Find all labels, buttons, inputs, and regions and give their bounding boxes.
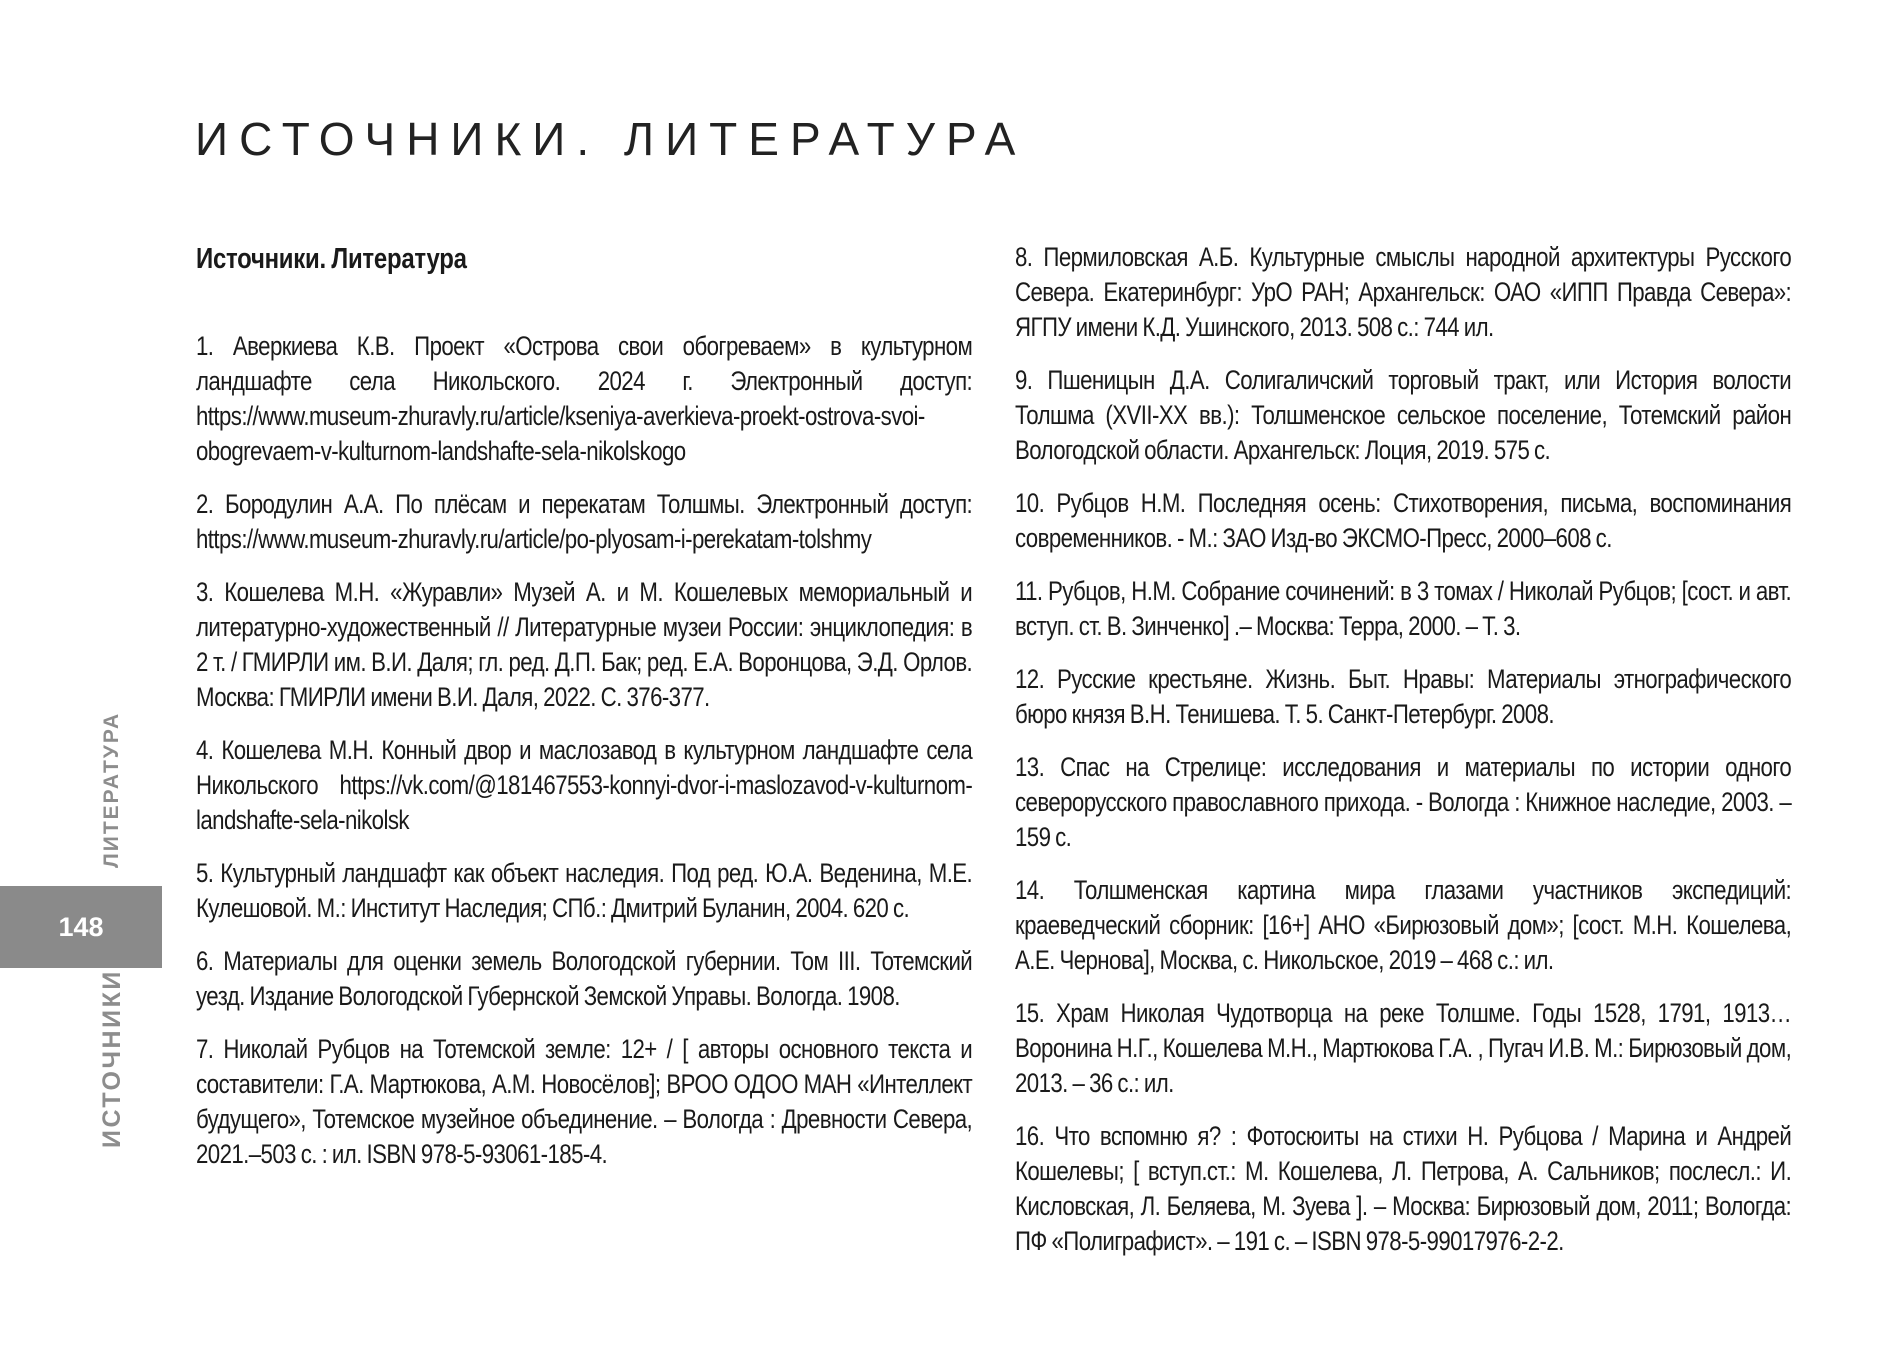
bibliography-entry: 10. Рубцов Н.М. Последняя осень: Стихотворения, письма, воспоминания современников. - М.: ЗАО Изд-во ЭКСМО-Пресс, 2000–608 с. xyxy=(1015,488,1792,553)
bibliography-entry: 4. Кошелева М.Н. Конный двор и маслозавод в культурном ландшафте села Никольского https://vk.com/@181467553-konnyi-dvor-i-maslozavod-v-kulturnom-landshafte-sela-nikolsk xyxy=(196,735,973,835)
bibliography-entry: 7. Николай Рубцов на Тотемской земле: 12+ / [ авторы основного текста и составители: Г.А. Мартюкова, А.М. Новосёлов]; ВРОО ОДОО МАН «Интеллект будущего», Тотемское музейное объединение. – Вологда : Древности Севера, 2021.–503 с. : ил. ISBN 978-5-93061-185-4. xyxy=(196,1034,973,1169)
bibliography-entry: 12. Русские крестьяне. Жизнь. Быт. Нравы: Материалы этнографического бюро князя В.Н. Тенишева. Т. 5. Санкт-Петербург. 2008. xyxy=(1015,664,1792,729)
page-number-tab xyxy=(0,886,162,968)
bibliography-entry: 15. Храм Николая Чудотворца на реке Толшме. Годы 1528, 1791, 1913… Воронина Н.Г., Кошелева М.Н., Мартюкова Г.А. , Пугач И.В. М.: Бирюзовый дом, 2013. – 36 с.: ил. xyxy=(1015,998,1792,1098)
bibliography-entry: 5. Культурный ландшафт как объект наследия. Под ред. Ю.А. Веденина, М.Е. Кулешовой. М.: Институт Наследия; СПб.: Дмитрий Буланин, 2004. 620 с. xyxy=(196,858,973,923)
bibliography-entry: 1. Аверкиева К.В. Проект «Острова свои обогреваем» в культурном ландшафте села Никольского. 2024 г. Электронный доступ: https://www.museum-zhuravly.ru/article/kseniya-averkieva-proekt-ostrova-svoi-obogrevaem-v-kulturnom-landshafte-sela-nikolskogo xyxy=(196,331,973,466)
section-heading: Источники. Литература xyxy=(196,243,467,275)
bibliography-entry: 16. Что вспомню я? : Фотосюиты на стихи Н. Рубцова / Марина и Андрей Кошелевы; [ вступ.ст.: М. Кошелева, Л. Петрова, А. Сальников; послесл.: И. Кисловская, Л. Беляева, М. Зуева ]. – Москва: Бирюзовый дом, 2011; Вологда: ПФ «Полиграфист». – 191 с. – ISBN 978-5-99017976-2-2. xyxy=(1015,1121,1792,1256)
bibliography-entry: 13. Спас на Стрелице: исследования и материалы по истории одного северорусского православного прихода. - Вологда : Книжное наследие, 2003. – 159 с. xyxy=(1015,752,1792,852)
left-column xyxy=(196,240,972,1190)
side-section-label-literature: ЛИТЕРАТУРА xyxy=(100,711,123,868)
bibliography-entry: 2. Бородулин А.А. По плёсам и перекатам Толшмы. Электронный доступ: https://www.museum-zhuravly.ru/article/po-plyosam-i-perekatam-tolshmy xyxy=(196,489,973,554)
running-head: ИСТОЧНИКИ. ЛИТЕРАТУРА xyxy=(195,113,1027,165)
bibliography-entry: 11. Рубцов, Н.М. Собрание сочинений: в 3 томах / Николай Рубцов; [сост. и авт. вступ. ст. В. Зинченко] .– Москва: Терра, 2000. – Т. 3. xyxy=(1015,576,1792,641)
bibliography-entry: 6. Материалы для оценки земель Вологодской губернии. Том III. Тотемский уезд. Издание Вологодской Губернской Земской Управы. Вологда. 1908. xyxy=(196,946,973,1011)
bibliography-entry: 8. Пермиловская А.Б. Культурные смыслы народной архитектуры Русского Севера. Екатеринбург: УрО РАН; Архангельск: ОАО «ИПП Правда Севера»: ЯГПУ имени К.Д. Ушинского, 2013. 508 с.: 744 ил. xyxy=(1015,242,1792,342)
side-section-label-sources: ИСТОЧНИКИ xyxy=(98,969,126,1148)
bibliography-entry: 9. Пшеницын Д.А. Солигаличский торговый тракт, или История волости Толшма (XVII-XX вв.): Толшменское сельское поселение, Тотемский район Вологодской области. Архангельск: Лоция, 2019. 575 с. xyxy=(1015,365,1792,465)
bibliography-entry: 14. Толшменская картина мира глазами участников экспедиций: краеведческий сборник: [16+] АНО «Бирюзовый дом»; [сост. М.Н. Кошелева, А.Е. Чернова], Москва, с. Никольское, 2019 – 468 с.: ил. xyxy=(1015,875,1792,975)
page-number: 148 xyxy=(58,911,104,942)
right-column xyxy=(1015,240,1791,1277)
bibliography-entry: 3. Кошелева М.Н. «Журавли» Музей А. и М. Кошелевых мемориальный и литературно-художественный // Литературные музеи России: энциклопедия: в 2 т. / ГМИРЛИ им. В.И. Даля; гл. ред. Д.П. Бак; ред. Е.А. Воронцова, Э.Д. Орлов. Москва: ГМИРЛИ имени В.И. Даля, 2022. С. 376-377. xyxy=(196,577,973,712)
